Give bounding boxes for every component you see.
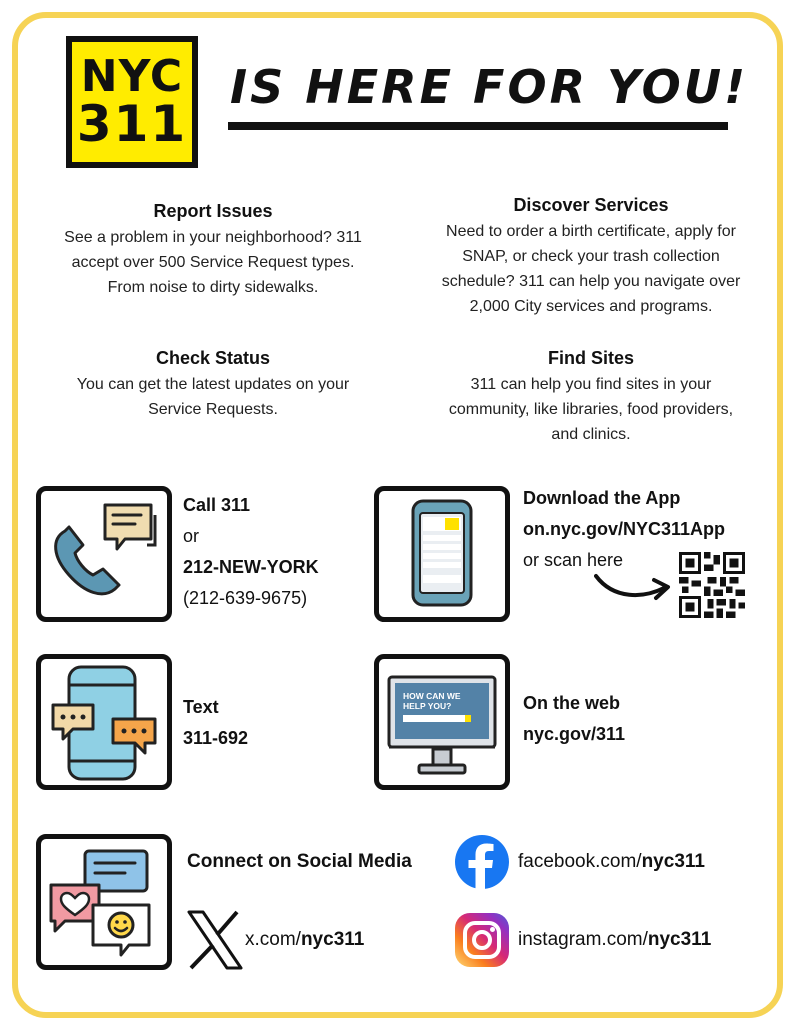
find-sites-title: Find Sites [547,348,634,368]
call-or: or [183,526,200,546]
call-tile [36,486,172,622]
app-link[interactable]: on.nyc.gov/NYC311App [523,519,726,539]
check-status-block [32,346,394,422]
sites-line-3: and clinics. [551,426,631,443]
x-logo-icon [187,910,243,970]
qr-code-icon[interactable] [679,552,745,618]
social-media-icon [41,839,167,965]
social-tile [36,834,172,970]
web-link[interactable]: nyc.gov/311 [523,724,626,744]
svg-text:HOW CAN WE: HOW CAN WE [403,691,461,701]
call-title: Call 311 [183,495,251,515]
facebook-link[interactable] [454,834,705,890]
check-status-title: Check Status [155,348,271,368]
svg-text:HELP YOU?: HELP YOU? [403,701,452,711]
text-info [183,692,248,754]
texting-phone-icon [41,659,167,785]
find-sites-block [410,346,772,447]
call-vanity-number[interactable]: 212-NEW-YORK [183,557,319,577]
chat-bubbles-icon [105,505,155,549]
x-link[interactable] [187,910,364,970]
logo-line2: 311 [76,95,188,153]
headline: IS HERE FOR YOU! [230,60,749,114]
web-title: On the web [523,693,621,713]
logo-line1: NYC [80,51,184,102]
headline-underline [228,122,728,130]
web-tile [374,654,510,790]
call-phone-number[interactable]: (212-639-9675) [183,588,308,608]
social-title: Connect on Social Media [187,851,412,872]
report-line-2: accept over 500 Service Request types. [71,254,355,271]
discover-line-4: 2,000 City services and programs. [469,298,713,315]
discover-line-2: SNAP, or check your trash collection [462,248,720,265]
instagram-handle: nyc311 [647,929,712,950]
instagram-prefix: instagram.com/ [518,929,648,950]
computer-monitor-icon [379,659,505,785]
text-number[interactable]: 311-692 [183,728,249,748]
report-line-3: From noise to dirty sidewalks. [107,279,319,296]
nyc311-logo [66,36,198,168]
report-line-1: See a problem in your neighborhood? 311 [64,229,362,246]
app-title: Download the App [523,488,681,508]
status-line-2: Service Requests. [148,401,278,418]
app-scan-text: or scan here [523,550,624,570]
sites-line-1: 311 can help you find sites in your [470,376,712,393]
report-issues-block [32,199,394,300]
instagram-logo-icon [454,912,510,968]
facebook-prefix: facebook.com/ [518,851,642,872]
discover-services-block [410,193,772,319]
x-handle: nyc311 [300,929,365,950]
discover-line-3: schedule? 311 can help you navigate over [441,273,741,290]
arrow-icon [594,566,674,606]
instagram-link[interactable] [454,912,711,968]
discover-line-1: Need to order a birth certificate, apply for [446,223,736,240]
discover-services-title: Discover Services [513,195,669,215]
status-line-1: You can get the latest updates on your [76,376,350,393]
app-tile [374,486,510,622]
smartphone-app-icon [379,491,505,617]
sites-line-2: community, like libraries, food providers, [448,401,734,418]
report-issues-title: Report Issues [153,201,273,221]
text-tile [36,654,172,790]
facebook-logo-icon [454,834,510,890]
web-info [523,688,625,750]
facebook-handle: nyc311 [641,851,705,872]
call-info [183,490,319,614]
x-prefix: x.com/ [245,929,301,950]
text-title: Text [183,697,219,717]
